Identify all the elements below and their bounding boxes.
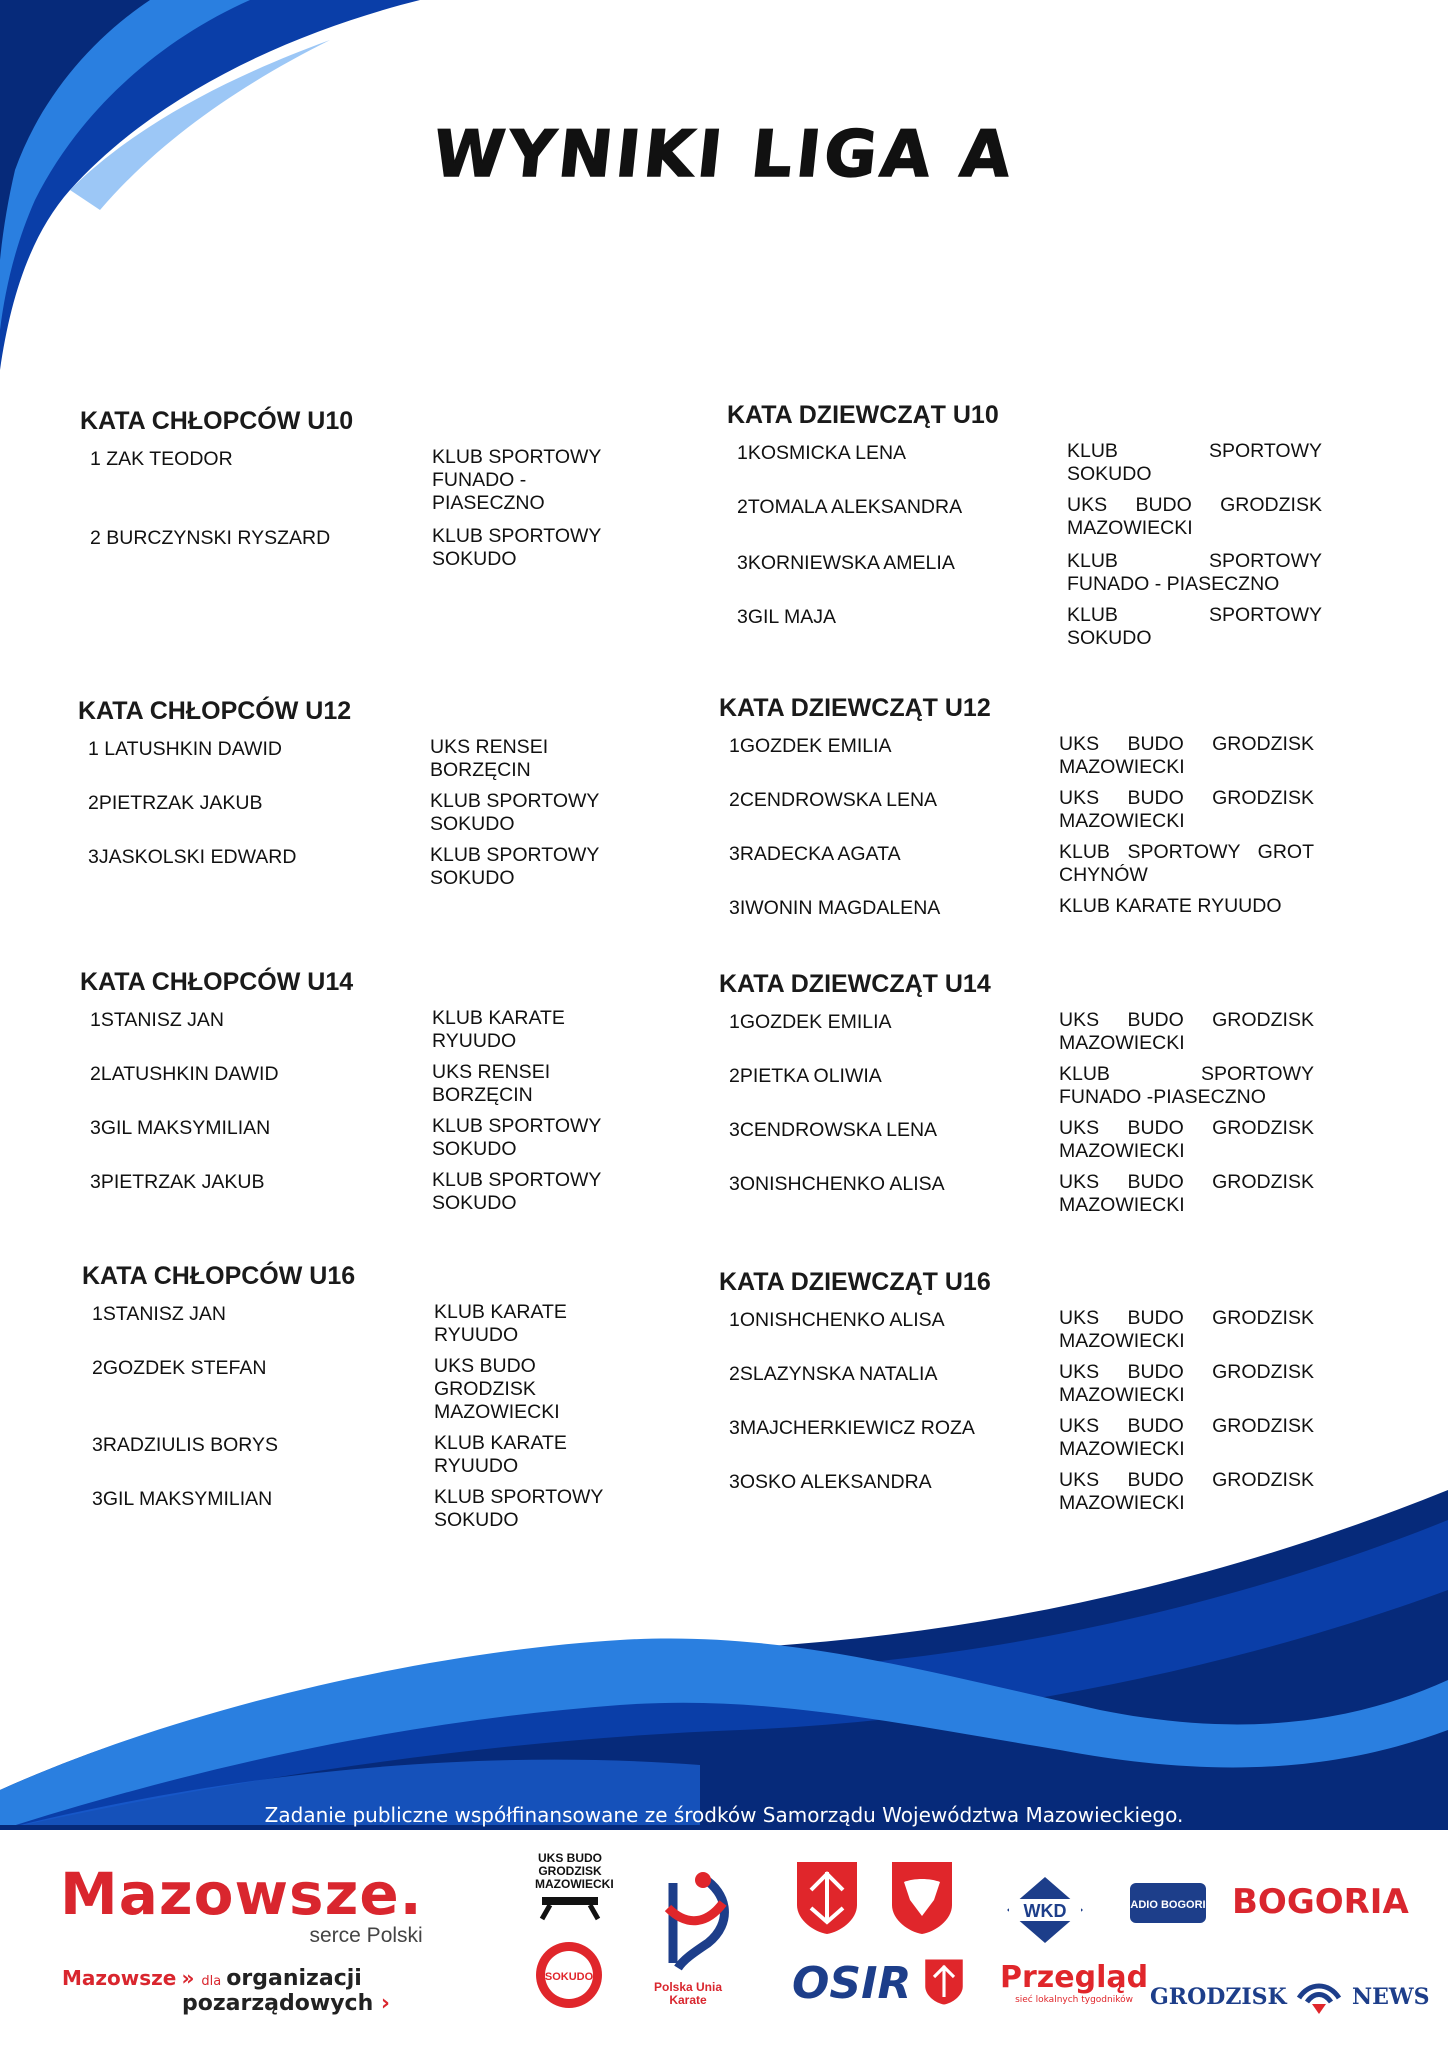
result-row	[82, 1301, 682, 1347]
sponsor-logos	[0, 1830, 1448, 2048]
club-name: KLUB SPORTOWY FUNADO -PIASECZNO	[1059, 1063, 1314, 1108]
result-row	[719, 1117, 1319, 1163]
bogoria-logo: BOGORIA	[1232, 1882, 1409, 1922]
result-row	[719, 1063, 1319, 1109]
athlete-name: 3IWONIN MAGDALENA	[729, 897, 941, 919]
section-heading: KATA DZIEWCZĄT U10	[727, 401, 999, 429]
results-section	[719, 694, 1319, 928]
club-name: KLUB SPORTOWY FUNADO - PIASECZNO	[432, 446, 602, 514]
athlete-name: 2LATUSHKIN DAWID	[90, 1063, 279, 1085]
athlete-name: 3CENDROWSKA LENA	[729, 1119, 938, 1141]
athlete-name: 3PIETRZAK JAKUB	[90, 1171, 265, 1193]
przeglad-logo: Przegląd sieć lokalnych tygodników	[1000, 1960, 1149, 2005]
section-heading: KATA CHŁOPCÓW U16	[82, 1262, 356, 1290]
result-row	[719, 1415, 1319, 1461]
mazowsze-ngo-logo: Mazowsze » dla organizacji pozarządowych ›	[62, 1966, 390, 2016]
section-heading: KATA DZIEWCZĄT U12	[719, 694, 991, 722]
athlete-name: 1 ZAK TEODOR	[90, 448, 233, 470]
result-row	[727, 440, 1327, 486]
results-section	[719, 1268, 1319, 1523]
sokudo-logo	[534, 1940, 604, 2015]
result-row	[719, 1361, 1319, 1407]
result-row	[80, 446, 680, 515]
club-name: KLUB SPORTOWY SOKUDO	[432, 1169, 602, 1214]
athlete-name: 2TOMALA ALEKSANDRA	[737, 496, 963, 518]
athlete-name: 3KORNIEWSKA AMELIA	[737, 552, 955, 574]
club-name: KLUB SPORTOWY GROT CHYNÓW	[1059, 841, 1314, 886]
club-name: UKS BUDO GRODZISK MAZOWIECKI	[1059, 1361, 1314, 1406]
result-row	[719, 1307, 1319, 1353]
results-section	[82, 1262, 682, 1540]
athlete-name: 2 BURCZYNSKI RYSZARD	[90, 527, 331, 549]
funding-note: Zadanie publiczne współfinansowane ze środków Samorządu Województwa Mazowieckiego.	[264, 1803, 1184, 1827]
result-row	[719, 841, 1319, 887]
club-name: UKS RENSEI BORZĘCIN	[430, 736, 549, 781]
club-name: UKS BUDO GRODZISK MAZOWIECKI	[1059, 733, 1314, 778]
results-section	[80, 407, 680, 579]
athlete-name: 1GOZDEK EMILIA	[729, 735, 892, 757]
athlete-name: 1STANISZ JAN	[90, 1009, 224, 1031]
club-name: UKS BUDO GRODZISK MAZOWIECKI	[1059, 1307, 1314, 1352]
athlete-name: 1STANISZ JAN	[92, 1303, 226, 1325]
result-row	[719, 895, 1319, 920]
results-section	[719, 970, 1319, 1225]
section-heading: KATA CHŁOPCÓW U10	[80, 407, 354, 435]
grodzisk-news-logo: GRODZISK NEWS	[1150, 1980, 1430, 2016]
polska-unia-karate-logo: Polska Unia Karate	[648, 1868, 738, 2007]
athlete-name: 1GOZDEK EMILIA	[729, 1011, 892, 1033]
page-title: WYNIKI LIGA A	[429, 118, 1019, 192]
result-row	[727, 494, 1327, 540]
athlete-name: 3MAJCHERKIEWICZ ROZA	[729, 1417, 975, 1439]
athlete-name: 3GIL MAKSYMILIAN	[90, 1117, 271, 1139]
osir-coat-of-arms	[924, 1958, 964, 2011]
result-row	[719, 1171, 1319, 1217]
radio-bogoria-logo	[1122, 1875, 1214, 1940]
athlete-name: 2PIETKA OLIWIA	[729, 1065, 882, 1087]
result-row	[78, 790, 678, 836]
result-row	[78, 844, 678, 890]
results-section	[727, 401, 1327, 658]
club-name: KLUB SPORTOWY SOKUDO	[1067, 440, 1322, 485]
club-name: KLUB SPORTOWY SOKUDO	[430, 844, 600, 889]
athlete-name: 1ONISHCHENKO ALISA	[729, 1309, 945, 1331]
svg-text:SOKUDO: SOKUDO	[544, 1971, 594, 1983]
athlete-name: 2SLAZYNSKA NATALIA	[729, 1363, 938, 1385]
osir-logo: OSIR	[792, 1958, 912, 2009]
club-name: KLUB KARATE RYUUDO	[434, 1432, 567, 1477]
svg-text:WKD: WKD	[1023, 1901, 1067, 1921]
result-row	[719, 1469, 1319, 1515]
result-row	[727, 550, 1327, 596]
uks-budo-logo: UKS BUDO GRODZISK MAZOWIECKI	[535, 1852, 605, 1924]
wkd-logo	[1005, 1875, 1085, 1950]
result-row	[80, 1169, 680, 1215]
grodzisk-coat-of-arms-1	[795, 1860, 859, 1941]
club-name: KLUB SPORTOWY FUNADO - PIASECZNO	[1067, 550, 1322, 595]
athlete-name: 3ONISHCHENKO ALISA	[729, 1173, 945, 1195]
club-name: KLUB KARATE RYUUDO	[432, 1007, 565, 1052]
result-row	[80, 1061, 680, 1107]
club-name: KLUB SPORTOWY SOKUDO	[432, 525, 602, 570]
result-row	[82, 1486, 682, 1532]
result-row	[719, 733, 1319, 779]
section-heading: KATA DZIEWCZĄT U16	[719, 1268, 991, 1296]
section-heading: KATA DZIEWCZĄT U14	[719, 970, 991, 998]
athlete-name: 3GIL MAKSYMILIAN	[92, 1488, 273, 1510]
result-row	[80, 1007, 680, 1053]
club-name: KLUB KARATE RYUUDO	[434, 1301, 567, 1346]
athlete-name: 3JASKOLSKI EDWARD	[88, 846, 297, 868]
club-name: UKS BUDO GRODZISK MAZOWIECKI	[1067, 494, 1322, 539]
club-name: UKS RENSEI BORZĘCIN	[432, 1061, 551, 1106]
club-name: UKS BUDO GRODZISK MAZOWIECKI	[1059, 1009, 1314, 1054]
club-name: KLUB SPORTOWY SOKUDO	[432, 1115, 602, 1160]
athlete-name: 1KOSMICKA LENA	[737, 442, 907, 464]
athlete-name: 3RADECKA AGATA	[729, 843, 901, 865]
athlete-name: 3OSKO ALEKSANDRA	[729, 1471, 932, 1493]
section-heading: KATA CHŁOPCÓW U12	[78, 697, 352, 725]
mazowsze-logo: Mazowsze. serce Polski	[60, 1860, 423, 1947]
club-name: UKS BUDO GRODZISK MAZOWIECKI	[1059, 1117, 1314, 1162]
result-row	[80, 525, 680, 571]
result-row	[80, 1115, 680, 1161]
club-name: KLUB SPORTOWY SOKUDO	[430, 790, 600, 835]
athlete-name: 2PIETRZAK JAKUB	[88, 792, 263, 814]
club-name: UKS BUDO GRODZISK MAZOWIECKI	[1059, 1171, 1314, 1216]
section-heading: KATA CHŁOPCÓW U14	[80, 968, 354, 996]
results-section	[80, 968, 680, 1223]
club-name: UKS BUDO GRODZISK MAZOWIECKI	[1059, 1415, 1314, 1460]
athlete-name: 1 LATUSHKIN DAWID	[88, 738, 282, 760]
result-row	[719, 787, 1319, 833]
club-name: KLUB SPORTOWY SOKUDO	[1067, 604, 1322, 649]
svg-text:RADIO BOGORIA: RADIO BOGORIA	[1122, 1899, 1214, 1911]
athlete-name: 2GOZDEK STEFAN	[92, 1357, 267, 1379]
result-row	[719, 1009, 1319, 1055]
result-row	[727, 604, 1327, 650]
result-row	[78, 736, 678, 782]
result-row	[82, 1432, 682, 1478]
athlete-name: 3GIL MAJA	[737, 606, 836, 628]
result-row	[82, 1355, 682, 1424]
club-name: UKS BUDO GRODZISK MAZOWIECKI	[1059, 787, 1314, 832]
results-section	[78, 697, 678, 898]
club-name: UKS BUDO GRODZISK MAZOWIECKI	[434, 1355, 560, 1423]
club-name: KLUB SPORTOWY SOKUDO	[434, 1486, 604, 1531]
athlete-name: 3RADZIULIS BORYS	[92, 1434, 279, 1456]
grodzisk-coat-of-arms-2	[890, 1860, 954, 1941]
club-name: UKS BUDO GRODZISK MAZOWIECKI	[1059, 1469, 1314, 1514]
athlete-name: 2CENDROWSKA LENA	[729, 789, 938, 811]
club-name: KLUB KARATE RYUUDO	[1059, 895, 1282, 917]
